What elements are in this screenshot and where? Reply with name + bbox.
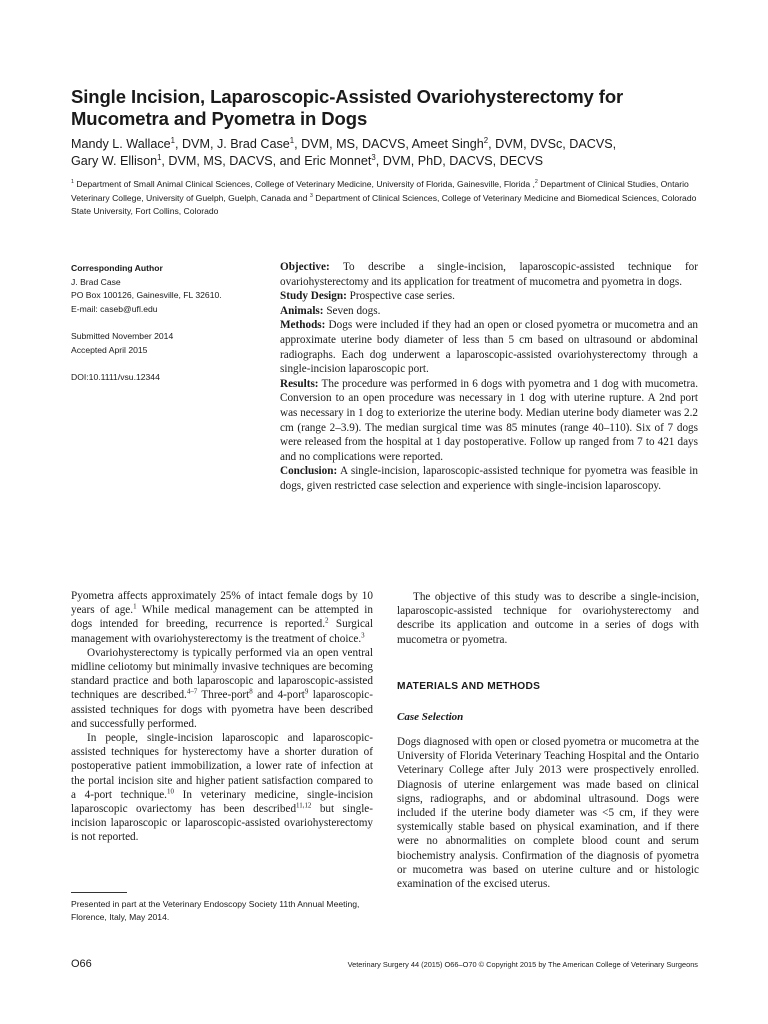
- citation-ref[interactable]: 11,12: [296, 801, 312, 810]
- body-paragraph: [71, 589, 373, 646]
- affil-mark: 2: [534, 179, 538, 186]
- abstract-design: [280, 289, 698, 304]
- author-name: Gary W. Ellison: [71, 154, 158, 168]
- abstract-results: [280, 377, 698, 465]
- doi-link[interactable]: DOI:10.1111/vsu.12344: [71, 372, 160, 382]
- body-column-right-methods: [397, 735, 699, 891]
- body-text: In veterinary medicine, single-incision laparoscopic ovariectomy has been described: [71, 788, 373, 816]
- abstract: [280, 260, 698, 494]
- author-affil-mark: 3: [371, 152, 376, 162]
- abstract-label: Methods:: [280, 319, 326, 332]
- section-heading: MATERIALS AND METHODS: [397, 681, 541, 692]
- corresponding-author-name: J. Brad Case: [71, 276, 121, 287]
- affiliations: [71, 178, 711, 219]
- accepted-date: Accepted April 2015: [71, 344, 148, 355]
- body-text: Pyometra affects approximately 25% of intact female dogs by 10 years of age.: [71, 590, 373, 617]
- body-text: Surgical management with ovariohysterectomy is the treatment of choice.: [71, 618, 373, 645]
- corresponding-author-email[interactable]: E-mail: caseb@ufl.edu: [71, 303, 158, 314]
- body-text: but single-incision laparoscopic or laparoscopic-assisted ovariohysterectomy is not reported.: [71, 803, 373, 844]
- author-affil-mark: 1: [170, 135, 175, 145]
- body-text: laparoscopic-assisted techniques for dogs with pyometra have been described and successfully performed.: [71, 689, 373, 730]
- affil-mark: 3: [309, 192, 313, 199]
- body-paragraph: The objective of this study was to describe a single-incision, laparoscopic-assisted technique for ovariohysterectomy and describe its application and outcome in a series of dogs with mucometra or pyometra.: [397, 591, 699, 646]
- body-paragraph: [71, 646, 373, 731]
- author-list: [71, 136, 711, 170]
- abstract-animals: [280, 304, 698, 319]
- correspondence-sidebar: [71, 262, 271, 385]
- abstract-label: Animals:: [280, 304, 324, 317]
- corresponding-author-address: PO Box 100126, Gainesville, FL 32610.: [71, 290, 222, 300]
- abstract-label: Conclusion:: [280, 465, 338, 478]
- affil-mark: 1: [71, 179, 74, 186]
- citation-ref[interactable]: 1: [133, 602, 137, 611]
- abstract-label: Results:: [280, 377, 319, 390]
- journal-citation: Veterinary Surgery 44 (2015) O66–O70 © Copyright 2015 by The American College of Veterinary Surgeons: [347, 960, 698, 969]
- footnote: Presented in part at the Veterinary Endoscopy Society 11th Annual Meeting, Florence, Italy, May 2014.: [71, 899, 360, 922]
- body-column-left: [71, 589, 373, 845]
- author-affil-mark: 1: [289, 135, 295, 145]
- body-paragraph: Dogs diagnosed with open or closed pyometra or mucometra at the University of Florida Veterinary Teaching Hospital and the Ontario Veterinary College after July 2013 were prospectively enrolled. Diagnosis of uterine enlargement was made based on clinical signs, radiographs, and or abdominal ultrasound. Dogs were included if the uterine body diameter was <5 cm, if they were systemically stable based on physical examination, and if there were no abnormalities on complete blood count and serum biochemistry analysis. Confirmation of the diagnosis of pyometra or mucometra was based on uterine culture and or histologic examination of the excised uterus.: [397, 736, 699, 891]
- citation-ref[interactable]: 3: [361, 630, 365, 639]
- article-title: Single Incision, Laparoscopic-Assisted Ovariohysterectomy for Mucometra and Pyometra in Dogs: [71, 86, 624, 129]
- body-text: Ovariohysterectomy is typically performed via an open ventral midline celiotomy but minimally invasive techniques are becoming standard practice and both laparoscopic and laparoscopic-assisted techniques are described.: [71, 646, 373, 702]
- abstract-text: The procedure was performed in 6 dogs with pyometra and 1 dog with mucometra. Conversion to an open procedure was necessary in 1 dog with uterine rupture. A 2nd port was necessary in 1 dog to exteriorize the uterine body. Median uterine body diameter was 2.2 cm (range 2–3.9). The median surgical time was 85 minutes (range 40–110). Six of 7 dogs were released from the hospital at 1 day postoperative. Follow up ranged from 7 to 421 days and no complications were reported.: [280, 377, 698, 463]
- author-name: Eric Monnet: [304, 154, 372, 168]
- body-paragraph: [71, 731, 373, 845]
- page-number: O66: [71, 958, 92, 970]
- author-name: J. Brad Case: [216, 137, 290, 151]
- author-name: Mandy L. Wallace: [71, 137, 171, 151]
- abstract-label: Study Design:: [280, 290, 347, 303]
- abstract-text: Seven dogs.: [323, 304, 381, 317]
- abstract-text: To describe a single-incision, laparoscopic-assisted technique for ovariohysterectomy and its application for treatment of mucometra and pyometra in dogs.: [280, 261, 698, 288]
- footnote-divider: [71, 892, 127, 893]
- author-affil-mark: 2: [483, 135, 489, 145]
- author-degrees: , DVM, MS, DACVS,: [294, 137, 412, 151]
- citation-ref[interactable]: 4–7: [186, 687, 198, 696]
- author-affil-mark: 1: [157, 152, 162, 162]
- citation-ref[interactable]: 8: [249, 687, 253, 696]
- author-name: Ameet Singh: [411, 137, 484, 151]
- citation-ref[interactable]: 9: [304, 687, 309, 696]
- abstract-methods: [280, 318, 698, 376]
- body-text: and 4-port: [252, 689, 305, 702]
- abstract-objective: [280, 260, 698, 289]
- submitted-date: Submitted November 2014: [71, 331, 174, 341]
- abstract-conclusion: [280, 464, 698, 493]
- abstract-text: Prospective case series.: [346, 290, 455, 303]
- subsection-heading: Case Selection: [397, 711, 464, 723]
- abstract-text: Dogs were included if they had an open or closed pyometra or mucometra and an approximate uterine body diameter of less than 5 cm based on ultrasound or abdominal radiographs. Each dog underwent a laparoscopic-assisted ovariohysterectomy through a single-incision laparoscopic port.: [280, 319, 698, 376]
- body-column-right-intro: [397, 590, 699, 647]
- body-text: In people, single-incision laparoscopic and laparoscopic-assisted techniques for hysterectomy have a shorter duration of postoperative patient immobilization, a lower rate of infection at the portal incision site and higher patient satisfaction compared to a 4-port technique.: [71, 732, 373, 801]
- author-degrees: , DVM,: [174, 137, 217, 151]
- abstract-label: Objective:: [280, 261, 330, 273]
- abstract-text: A single-incision, laparoscopic-assisted technique for pyometra was feasible in dogs, given restricted case selection and experience with single-incision laparoscopy.: [280, 465, 698, 492]
- body-text: Three-port: [197, 689, 250, 702]
- author-degrees: , DVM, DVSc, DACVS,: [488, 137, 617, 151]
- author-degrees: , DVM, MS, DACVS, and: [161, 154, 305, 168]
- affiliation-text: Department of Clinical Sciences, College of Veterinary Medicine and Biomedical Sciences, Colorado State University, Fort Collins, Colorado: [71, 192, 697, 216]
- affiliation-text: Department of Small Animal Clinical Sciences, College of Veterinary Medicine, University of Florida, Gainesville, Florida ,: [73, 179, 535, 189]
- corresponding-author-heading: Corresponding Author: [71, 263, 163, 273]
- body-text: While medical management can be attempted in dogs intended for breeding, recurrence is reported.: [71, 604, 373, 631]
- affiliation-text: Department of Clinical Studies, Ontario Veterinary College, University of Guelph, Guelph, Canada and: [71, 179, 689, 203]
- citation-ref[interactable]: 10: [166, 787, 174, 796]
- author-degrees: , DVM, PhD, DACVS, DECVS: [375, 154, 544, 168]
- citation-ref[interactable]: 2: [325, 616, 329, 625]
